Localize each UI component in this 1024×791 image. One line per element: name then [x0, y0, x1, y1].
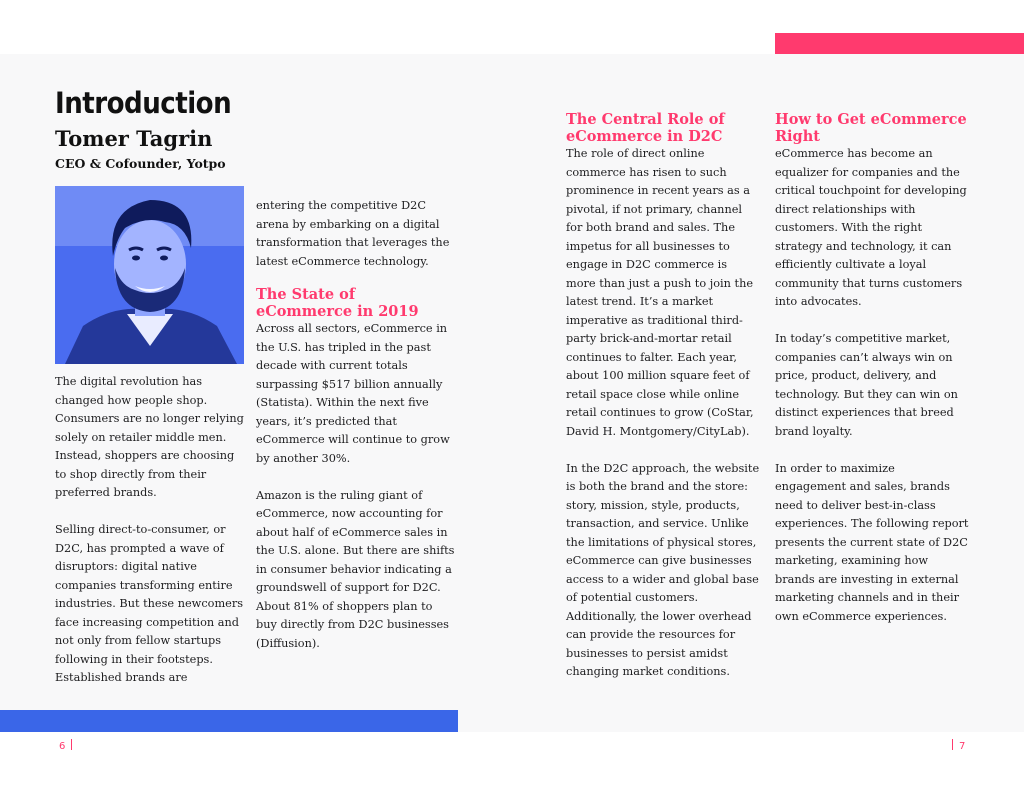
page-number-left — [59, 739, 78, 752]
page-number-value: 6 — [59, 741, 66, 752]
body-paragraph: In today’s competitive market, companies can’t always win on price, product, delivery, and technology. But they can win on distinct experiences that breed brand loyalty. — [775, 332, 958, 438]
body-paragraph: eCommerce has become an equalizer for companies and the critical touchpoint for developing direct relationships with customers. With the right strategy and technology, it can efficiently cultivate a loyal community that turns customers into advocates. — [775, 147, 967, 308]
column-3 — [566, 111, 760, 700]
page-number-right — [946, 739, 965, 752]
portrait-photo-icon — [55, 186, 244, 364]
author-name: Tomer Tagrin — [55, 126, 213, 151]
body-paragraph: entering the competitive D2C arena by embarking on a digital transformation that leverages the latest eCommerce technology. — [256, 199, 450, 268]
section-heading: How to Get eCommerce Right — [775, 111, 967, 145]
accent-bar-bottom — [0, 710, 458, 732]
column-2 — [256, 286, 456, 672]
page-number-divider — [71, 739, 72, 750]
body-paragraph: Selling direct-to-consumer, or D2C, has prompted a wave of disruptors: digital native companies transforming entire industries. But these newcomers face increasing competition and not only from fellow startups following in their footsteps. Established brands are — [55, 523, 244, 684]
author-role: CEO & Cofounder, Yotpo — [55, 156, 226, 171]
page-title: Introduction — [55, 86, 232, 120]
body-paragraph: In the D2C approach, the website is both the brand and the store: story, mission, style, products, transaction, and service. Unlike the limitations of physical stores, eCommerce can give businesses access to a wider and global base of potential customers. Additionally, the lower overhead can provide the resources for businesses to persist amidst changing market conditions. — [566, 461, 760, 678]
author-photo — [55, 186, 244, 364]
body-paragraph: Across all sectors, eCommerce in the U.S. has tripled in the past decade with current totals surpassing $517 billion annually (Statista). Within the next five years, it’s predicted that eCommerce will continue to grow by another 30%. — [256, 322, 450, 465]
body-paragraph: Amazon is the ruling giant of eCommerce, now accounting for about half of eCommerce sales in the U.S. alone. But there are shifts in consumer behavior indicating a groundswell of support for D2C. About 81% of shoppers plan to buy directly from D2C businesses (Diffusion). — [256, 488, 455, 650]
column-2-continuation — [256, 197, 456, 290]
body-paragraph: The role of direct online commerce has risen to such prominence in recent years as a pivotal, if not primary, channel for both brand and sales. The impetus for all businesses to engage in D2C commerce is more than just a push to join the latest trend. It’s a market imperative as traditional third-party brick-and-mortar retail continues to falter. Each year, about 100 million square feet of retail space close while online retail continues to grow (CoStar, David H. Montgomery/CityLab). — [566, 147, 754, 438]
body-paragraph: The digital revolution has changed how people shop. Consumers are no longer relying solely on retailer middle men. Instead, shoppers are choosing to shop directly from their preferred brands. — [55, 375, 244, 499]
accent-bar-top — [775, 33, 1024, 54]
page-number-value: 7 — [959, 741, 966, 752]
section-heading: The State of eCommerce in 2019 — [256, 286, 419, 320]
page-number-divider — [952, 739, 953, 750]
body-paragraph: In order to maximize engagement and sales, brands need to deliver best-in-class experiences. The following report presents the current state of D2C marketing, examining how brands are investing in external marketing channels and in their own eCommerce experiences. — [775, 461, 969, 623]
section-heading: The Central Role of eCommerce in D2C — [566, 111, 725, 145]
column-4 — [775, 111, 969, 645]
column-1 — [55, 373, 248, 706]
